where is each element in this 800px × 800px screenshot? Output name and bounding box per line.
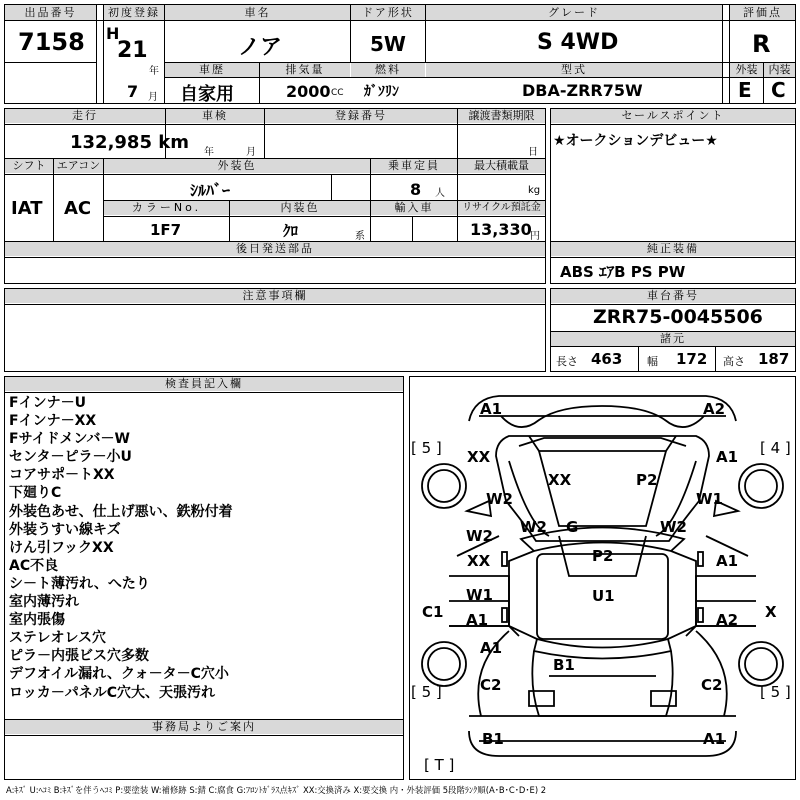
mark-box5-left-bottom: [ 5 ] [411,683,442,701]
ext-color-value: ｼﾙﾊﾞｰ [190,181,231,200]
recycle-label: リサイクル預託金 [458,201,545,215]
import-label: 輸入車 [371,201,457,215]
mark-c2-left: C2 [480,676,502,694]
inspection-label: 車検 [166,109,264,123]
deadline-label: 譲渡書類期限 [458,109,545,123]
insp-year-unit: 年 [204,147,214,158]
grade-value: S 4WD [537,30,619,55]
year-unit: 年 [149,66,159,77]
inspector-notes-list [9,394,401,702]
capacity-label: 乗車定員 [371,159,457,173]
mark-a1-left-rear-door: A1 [466,611,489,629]
cc-unit: CC [331,88,344,98]
chassis-number: ZRR75-0045506 [593,306,763,328]
mark-a1-bottom: A1 [703,730,726,748]
inspector-note-item: 下廻りC [9,485,62,502]
mark-w2-left-pillar: W2 [520,518,547,536]
exterior-label: 外装 [730,63,763,77]
mark-x-right: X [765,603,777,621]
aircon-value: AC [64,198,92,219]
mark-w2-right-pillar: W2 [660,518,687,536]
mark-a2-top: A2 [703,400,726,418]
specs-label: 諸元 [551,332,795,346]
door-type: 5W [370,32,406,56]
shift-value: IAT [11,198,43,219]
displacement-value: 2000 [286,82,331,101]
inspector-note-item: コアサポ－トXX [9,467,115,484]
length-value: 463 [591,350,623,368]
inspector-note-item: ロッカ－パネルC穴大、天張汚れ [9,684,215,701]
width-value: 172 [676,350,708,368]
interior-grade: C [771,78,786,102]
mark-box5-left: [ 5 ] [411,439,442,457]
color-no-label: カラーNo. [104,201,229,215]
office-notice-label: 事務局よりご案内 [5,720,403,734]
aircon-label: エアコン [54,159,103,173]
shift-label: シフト [5,159,53,173]
door-label: ドア形状 [351,5,425,20]
mark-u1-roof: U1 [592,587,615,605]
displacement-label: 排気量 [260,63,350,77]
inspector-note-item: AC不良 [9,557,59,574]
exterior-grade: E [738,78,752,102]
inspector-note-item: ステレオレス穴 [9,630,107,647]
mark-p2-roof: P2 [592,547,614,565]
mark-box5-right-bottom: [ 5 ] [760,683,791,701]
history-label: 車歴 [165,63,259,77]
mark-b1-rear-gate: B1 [553,656,575,674]
mark-g-windshield: G [566,518,579,536]
mark-c1-left: C1 [422,603,444,621]
max-load-label: 最大積載量 [458,159,545,173]
person-unit: 人 [435,188,445,199]
interior-label: 内装 [764,63,795,77]
car-diagram-svg [409,376,796,780]
mark-a1-right-door: A1 [716,552,739,570]
inspector-note-item: シ－ト薄汚れ、へたり [9,575,150,592]
int-color-label: 内装色 [230,201,370,215]
mark-w2-left-door: W2 [466,527,493,545]
mark-w1-right-front: W1 [696,490,723,508]
chassis-no-label: 車台番号 [551,289,795,303]
caution-label: 注意事項欄 [5,289,545,303]
fuel-label: 燃料 [351,63,425,77]
history-value: 自家用 [180,84,234,105]
model-code: DBA-ZRR75W [522,81,643,100]
yen-unit: 円 [530,231,540,242]
length-label: 長さ [556,355,578,368]
lot-number: 7158 [18,28,85,56]
month-unit: 月 [148,92,158,103]
mark-c2-right: C2 [701,676,723,694]
ext-color-label: 外装色 [104,159,370,173]
mark-p2-hood: P2 [636,471,658,489]
reg-year: 21 [117,38,148,63]
mileage-label: 走行 [5,109,165,123]
color-no-value: 1F7 [150,221,182,239]
inspector-note-item: Fインナ－U [9,395,86,411]
inspector-note-item: 室内薄汚れ [9,594,79,611]
mark-xx-hood: XX [548,471,572,489]
height-value: 187 [758,350,790,368]
fuel-value: ｶﾞｿﾘﾝ [364,84,399,100]
rating-label: 評価点 [730,5,795,20]
equipment-value: ABS ｴｱB PS PW [560,263,686,281]
rating-value: R [752,30,771,58]
damage-legend: A:ｷｽﾞ U:ﾍｺﾐ B:ｷｽﾞを伴うﾍｺﾐ P:要塗装 W:補修跡 S:錆 C:腐食 G:ﾌﾛﾝﾄｶﾞﾗｽ点ｷｽﾞ XX:交換済み X:要交換 内・外装評価 5段階ﾗﾝｸ順(A･B･C･D･E) 2 [6,785,547,795]
inspector-note-item: けん引フックXX [9,539,114,556]
lot-number-label: 出品番号 [5,5,96,20]
inspector-note-item: センタ－ピラ－小U [9,449,132,466]
reg-month: 7 [127,82,139,101]
width-label: 幅 [647,355,658,368]
era-letter: H [106,24,120,43]
int-color-value: ｸﾛ [283,222,299,240]
height-label: 高さ [723,355,745,368]
inspector-note-item: Fサイドメンバ－W [9,431,130,448]
inspector-note-item: Fインナ－XX [9,413,97,430]
deadline-day-unit: 日 [528,147,538,158]
grade-label: グレード [426,5,722,20]
inspector-note-item: 外装色あせ、仕上げ悪い、鉄粉付着 [9,503,233,520]
car-name-label: 車名 [165,5,350,20]
mark-a1-top: A1 [480,400,503,418]
mileage-value: 132,985 km [70,132,189,153]
mark-box4-right: [ 4 ] [760,439,791,457]
capacity-value: 8 [410,180,422,199]
inspector-note-item: 外装うすい線キズ [9,521,121,538]
later-parts-label: 後日発送部品 [5,242,545,256]
insp-month-unit: 月 [246,147,256,158]
mark-b1-bottom: B1 [482,730,504,748]
car-name: ノア [238,35,283,60]
kei-unit: 系 [355,231,365,242]
inspector-notes-label: 検査員記入欄 [5,377,403,391]
mark-box-t: [ T ] [424,756,455,774]
model-code-label: 型式 [426,63,722,77]
recycle-value: 13,330 [470,220,532,239]
first-reg-label: 初度登録 [104,5,164,20]
mark-xx-left-door: XX [467,552,491,570]
mark-w2-left-front: W2 [486,490,513,508]
inspector-note-item: ピラ－内張ビス穴多数 [9,648,149,665]
mark-a2-right-rear-door: A2 [716,611,739,629]
mark-xx-left-fender: XX [467,448,491,466]
sales-point-label: セールスポイント [551,109,795,123]
mark-a1-left-rear: A1 [480,639,503,657]
inspector-note-item: 室内張傷 [9,612,65,629]
sales-point-text: ★オークションデビュー★ [553,133,718,149]
genuine-equip-label: 純正装備 [551,242,795,256]
inspector-note-item: デフオイル漏れ、クォ－タ－C穴小 [9,666,229,683]
mark-a1-right-fender: A1 [716,448,739,466]
reg-no-label: 登録番号 [265,109,457,123]
kg-unit: kg [528,185,541,196]
mark-w1-left-rear-door: W1 [466,586,493,604]
